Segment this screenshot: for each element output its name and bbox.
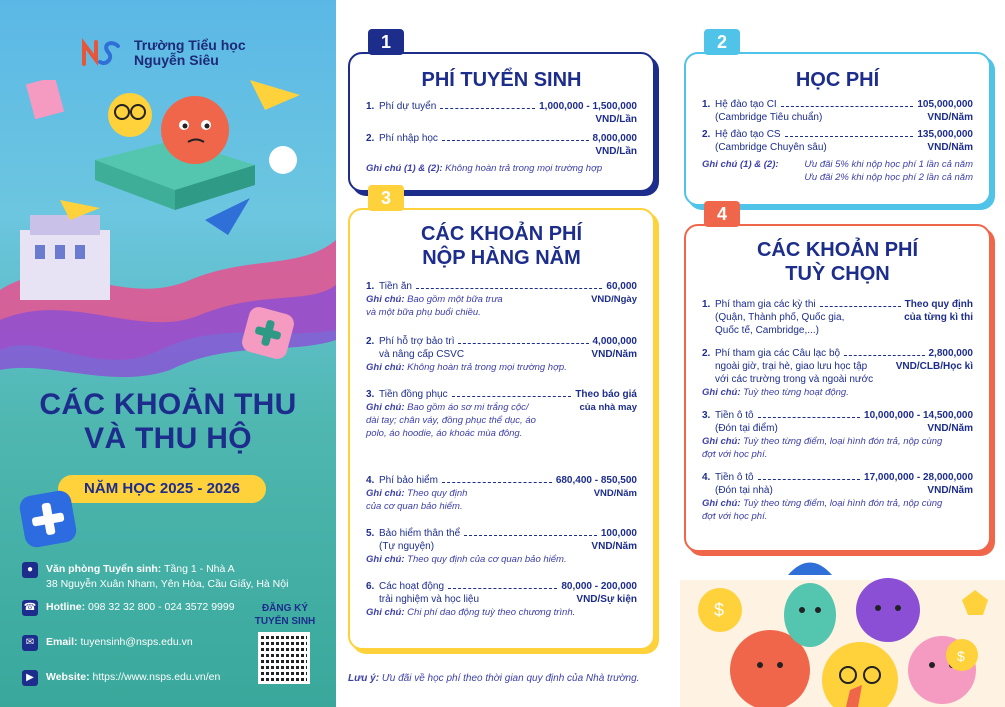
school-name-line1: Trường Tiểu học <box>134 37 246 53</box>
list-item: 3. Tiền ô tô 10,000,000 - 14,500,000 (Đón tại điểm) VND/Năm Ghi chú: Tuỳ theo từng điểm, loại hình đón trả, nộp cùng đợt với học phí. <box>702 410 973 460</box>
mascot-illustration <box>680 540 1005 707</box>
list-item: 1. Hệ đào tạo CI 105,000,000 (Cambridge Tiêu chuẩn) VND/Năm <box>702 99 973 123</box>
location-icon: ● <box>22 562 38 578</box>
section-number-2: 2 <box>704 29 740 55</box>
section-number-4: 4 <box>704 201 740 227</box>
plus-icon <box>18 489 78 549</box>
admission-fee-title: PHÍ TUYỂN SINH <box>421 69 582 91</box>
office-value: Tầng 1 - Nhà A <box>164 563 235 575</box>
section-number-3: 3 <box>368 185 404 211</box>
tuition-box <box>684 32 991 206</box>
optional-fees-title: CÁC KHOẢN PHÍ TUỲ CHỌN <box>756 239 919 285</box>
admission-fee-box <box>348 32 655 192</box>
school-year-badge: NĂM HỌC 2025 - 2026 <box>58 475 266 503</box>
tuition-note-2: Ưu đãi 2% khi nộp học phí 2 lần cả năm <box>804 172 973 183</box>
register-line1: ĐĂNG KÝ <box>261 603 309 614</box>
list-item: 2. Hệ đào tạo CS 135,000,000 (Cambridge Chuyên sâu) VND/Năm <box>702 129 973 153</box>
register-line2: TUYỂN SINH <box>254 616 316 627</box>
list-item: 5. Bảo hiểm thân thể 100,000 (Tự nguyện) VND/Năm Ghi chú: Theo quy định của cơ quan bảo hiểm. <box>366 528 637 565</box>
section-number-1: 1 <box>368 29 404 55</box>
office-contact <box>22 562 288 592</box>
svg-text:$: $ <box>957 648 965 664</box>
svg-text:$: $ <box>714 600 725 620</box>
list-item: 6. Các hoạt động 80,000 - 200,000 trải nghiệm và học liệu VND/Sự kiện Ghi chú: Chi phí dao động tuỳ theo chương trình. <box>366 581 637 618</box>
email-icon: ✉ <box>22 635 38 651</box>
logo-icon <box>82 38 128 68</box>
email-link[interactable]: tuyensinh@nsps.edu.vn <box>80 636 193 648</box>
list-item: 1. Tiền ăn 60,000 Ghi chú: Bao gồm một bữa trưa VND/Ngày và một bữa phụ buổi chiều. <box>366 281 637 318</box>
cover-illustration <box>0 80 336 380</box>
page-title-line2: VÀ THU HỘ <box>84 422 252 455</box>
list-item: 3. Tiền đồng phục Theo báo giá Ghi chú: Bao gồm áo sơ mi trắng cộc/ của nhà may dài tay; chân váy, đồng phục thể dục, áo polo, áo hoodie, áo khoác mùa đông. <box>366 389 637 439</box>
hotline-label: Hotline: <box>46 601 86 613</box>
list-item: 2. Phí nhập học 8,000,000 VND/Lần <box>366 133 637 157</box>
website-label: Website: <box>46 671 90 683</box>
list-item: 4. Tiền ô tô 17,000,000 - 28,000,000 (Đón tại nhà) VND/Năm Ghi chú: Tuỳ theo từng điểm, loại hình đón trả, nộp cùng đợt với học phí. <box>702 472 973 522</box>
school-name-line2: Nguyễn Siêu <box>134 52 219 68</box>
hotline-value[interactable]: 098 32 32 800 - 024 3572 9999 <box>88 601 235 613</box>
cover-panel <box>0 0 336 707</box>
list-item: 1. Phí dự tuyển 1,000,000 - 1,500,000 VND/Lần <box>366 101 637 125</box>
list-item: 4. Phí bảo hiểm 680,400 - 850,500 Ghi chú: Theo quy định VND/Năm của cơ quan bảo hiểm. <box>366 475 637 512</box>
website-icon: ▶ <box>22 670 38 686</box>
hotline-contact <box>22 600 235 616</box>
list-item: 1. Phí tham gia các kỳ thi Theo quy định (Quận, Thành phố, Quốc gia, của từng kì thi Quốc tế, Cambridge,...) <box>702 299 973 336</box>
website-link[interactable]: https://www.nsps.edu.vn/en <box>92 671 221 683</box>
email-label: Email: <box>46 636 78 648</box>
register-label <box>250 602 320 628</box>
page-title <box>0 388 336 456</box>
annual-fees-title: CÁC KHOẢN PHÍ NỘP HÀNG NĂM <box>420 223 583 269</box>
office-label: Văn phòng Tuyển sinh: <box>46 563 162 575</box>
office-address: 38 Nguyễn Xuân Nham, Yên Hòa, Cầu Giấy, Hà Nội <box>46 578 289 590</box>
admission-note: Ghi chú (1) & (2): Không hoàn trả trong mọi trường hợp <box>366 163 603 174</box>
website-contact <box>22 670 220 686</box>
phone-icon: ☎ <box>22 600 38 616</box>
qr-code[interactable] <box>258 632 310 684</box>
list-item: 2. Phí hỗ trợ bảo trì 4,000,000 và nâng cấp CSVC VND/Năm Ghi chú: Không hoàn trả trong mọi trường hợp. <box>366 336 637 373</box>
page-title-line1: CÁC KHOẢN THU <box>39 388 297 421</box>
footnote: Lưu ý: Ưu đãi về học phí theo thời gian quy định của Nhà trường. <box>348 673 640 684</box>
list-item: 2. Phí tham gia các Câu lạc bộ 2,800,000 ngoài giờ, trại hè, giao lưu học tập VND/CLB/Học kì với các trường trong và ngoài nước Ghi chú: Tuỳ theo từng hoạt động. <box>702 348 973 398</box>
school-logo <box>82 38 246 68</box>
tuition-title: HỌC PHÍ <box>795 69 880 91</box>
annual-fees-box <box>348 188 655 650</box>
email-contact <box>22 635 193 651</box>
tuition-note: Ghi chú (1) & (2): Ưu đãi 5% khi nộp học phí 1 lần cả năm <box>702 159 973 170</box>
optional-fees-box <box>684 204 991 552</box>
